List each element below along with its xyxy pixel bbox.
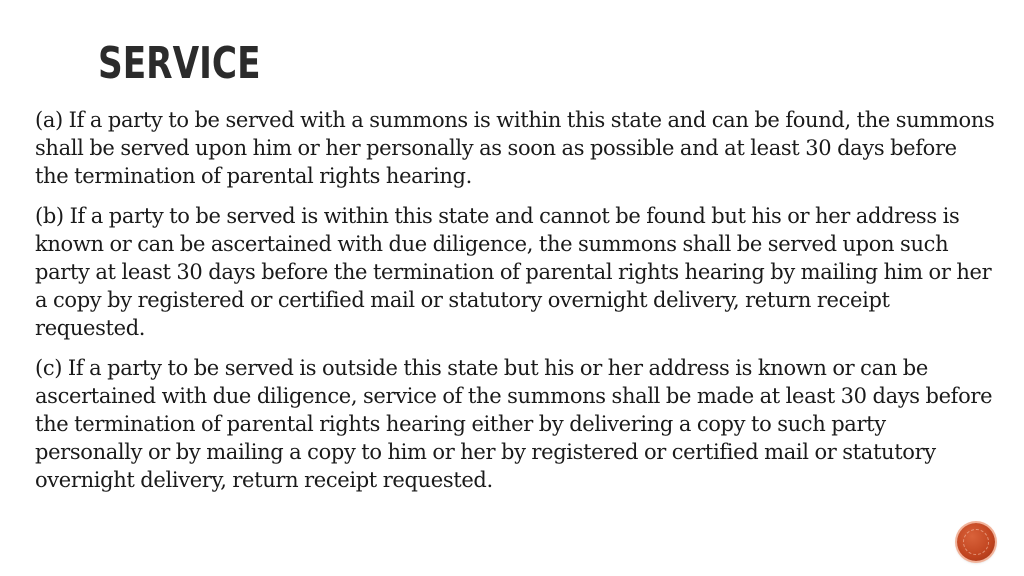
paragraph-c: (c) If a party to be served is outside this state but his or her address is known or can be ascertained with due diligence, service of the summons shall be made at least 30 days before the termination of parental rights hearing either by delivering a copy to such party personally or by mailing a copy to him or her by registered or certified mail or statutory overnight delivery, return receipt requested. xyxy=(35,356,993,492)
slide-title: SERVICE xyxy=(98,38,261,89)
slide-badge-icon xyxy=(957,523,995,561)
slide-body xyxy=(35,106,995,506)
paragraph-b: (b) If a party to be served is within this state and cannot be found but his or her address is known or can be ascertained with due diligence, the summons shall be served upon such party at least 30 days before the termination of parental rights hearing by mailing him or her a copy by registered or certified mail or statutory overnight delivery, return receipt requested. xyxy=(35,204,992,340)
badge-texture xyxy=(963,529,989,555)
paragraph-a: (a) If a party to be served with a summons is within this state and can be found, the summons shall be served upon him or her personally as soon as possible and at least 30 days before the termination of parental rights hearing. xyxy=(35,108,995,188)
